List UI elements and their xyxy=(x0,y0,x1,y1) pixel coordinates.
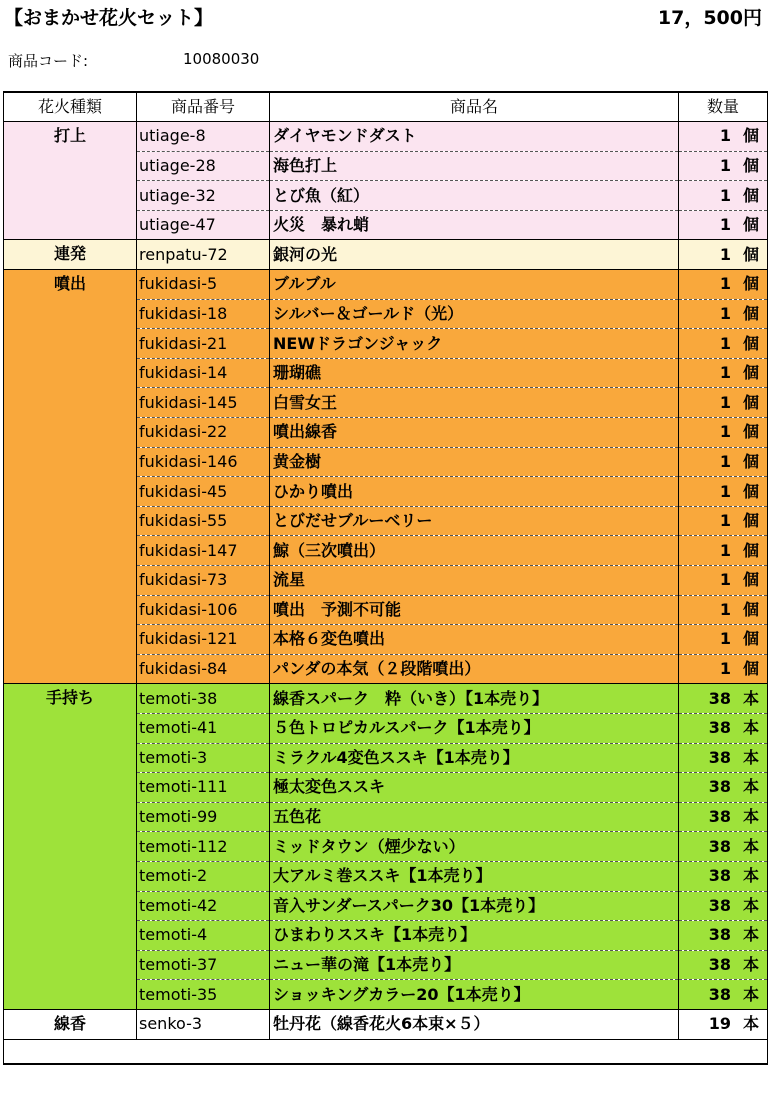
quantity-value: 1 xyxy=(719,215,731,235)
quantity-cell xyxy=(679,477,768,507)
quantity-value: 1 xyxy=(719,570,731,590)
quantity-unit: 個 xyxy=(742,303,759,323)
quantity-value: 1 xyxy=(719,303,731,323)
quantity-unit: 個 xyxy=(742,363,759,383)
empty-row xyxy=(4,1039,768,1064)
product-number-cell: fukidasi-147 xyxy=(137,536,270,566)
quantity-unit: 個 xyxy=(742,185,759,205)
product-name-cell: ブルブル xyxy=(270,270,679,300)
product-number-cell: fukidasi-5 xyxy=(137,270,270,300)
product-name-cell: 銀河の光 xyxy=(270,240,679,270)
column-header-code: 商品番号 xyxy=(137,92,270,122)
quantity-cell xyxy=(679,1009,768,1039)
product-name-cell: NEWドラゴンジャック xyxy=(270,329,679,359)
quantity-cell xyxy=(679,921,768,951)
quantity-value: 1 xyxy=(719,363,731,383)
product-name-cell: とび魚（紅） xyxy=(270,181,679,211)
quantity-unit: 個 xyxy=(742,333,759,353)
quantity-cell xyxy=(679,713,768,743)
product-number-cell: fukidasi-22 xyxy=(137,418,270,448)
product-number-cell: fukidasi-84 xyxy=(137,654,270,684)
quantity-cell xyxy=(679,270,768,300)
product-number-cell: fukidasi-55 xyxy=(137,506,270,536)
quantity-cell xyxy=(679,240,768,270)
quantity-value: 1 xyxy=(719,451,731,471)
category-cell xyxy=(4,240,137,270)
product-number-cell: temoti-3 xyxy=(137,743,270,773)
quantity-cell xyxy=(679,447,768,477)
quantity-value: 38 xyxy=(708,866,731,886)
product-name-cell: 鯨（三次噴出） xyxy=(270,536,679,566)
product-name-cell: ニュー華の滝【1本売り】 xyxy=(270,950,679,980)
product-number-cell: utiage-8 xyxy=(137,122,270,152)
set-title: 【おまかせ花火セット】 xyxy=(4,7,214,29)
product-number-cell: utiage-32 xyxy=(137,181,270,211)
quantity-unit: 本 xyxy=(742,807,759,827)
empty-cell xyxy=(679,1039,768,1064)
product-number-cell: temoti-99 xyxy=(137,802,270,832)
empty-cell xyxy=(4,1039,137,1064)
quantity-value: 38 xyxy=(708,718,731,738)
quantity-cell xyxy=(679,122,768,152)
quantity-value: 1 xyxy=(719,599,731,619)
quantity-value: 38 xyxy=(708,777,731,797)
product-number-cell: temoti-112 xyxy=(137,832,270,862)
product-name-cell: 噴出線香 xyxy=(270,418,679,448)
product-name-cell: ショッキングカラー20【1本売り】 xyxy=(270,980,679,1010)
product-name-cell: 海色打上 xyxy=(270,151,679,181)
product-name-cell: ひかり噴出 xyxy=(270,477,679,507)
product-number-cell: fukidasi-146 xyxy=(137,447,270,477)
table-row xyxy=(4,1009,768,1039)
table-row xyxy=(4,240,768,270)
product-number-cell: fukidasi-145 xyxy=(137,388,270,418)
category-cell xyxy=(4,122,137,240)
quantity-value: 38 xyxy=(708,836,731,856)
empty-cell xyxy=(270,1039,679,1064)
table-row xyxy=(4,684,768,714)
quantity-unit: 本 xyxy=(742,925,759,945)
product-name-cell: 極太変色ススキ xyxy=(270,773,679,803)
quantity-unit: 個 xyxy=(742,155,759,175)
category-label: 手持ち xyxy=(45,688,94,708)
quantity-unit: 個 xyxy=(742,540,759,560)
product-number-cell: temoti-2 xyxy=(137,861,270,891)
quantity-value: 38 xyxy=(708,925,731,945)
table-header-row xyxy=(4,92,768,122)
quantity-cell xyxy=(679,684,768,714)
product-number-cell: utiage-47 xyxy=(137,210,270,240)
table-row xyxy=(4,122,768,152)
quantity-cell xyxy=(679,210,768,240)
category-cell xyxy=(4,684,137,1010)
product-number-cell: fukidasi-121 xyxy=(137,625,270,655)
quantity-unit: 個 xyxy=(742,215,759,235)
product-number-cell: fukidasi-106 xyxy=(137,595,270,625)
quantity-unit: 本 xyxy=(742,836,759,856)
product-name-cell: シルバー＆ゴールド（光） xyxy=(270,299,679,329)
quantity-cell xyxy=(679,861,768,891)
product-number-cell: temoti-38 xyxy=(137,684,270,714)
product-name-cell: 本格６変色噴出 xyxy=(270,625,679,655)
quantity-value: 1 xyxy=(719,185,731,205)
product-code-value: 10080030 xyxy=(183,50,260,68)
quantity-unit: 本 xyxy=(742,866,759,886)
product-number-cell: fukidasi-45 xyxy=(137,477,270,507)
product-number-cell: temoti-35 xyxy=(137,980,270,1010)
product-number-cell: temoti-42 xyxy=(137,891,270,921)
product-name-cell: 黄金樹 xyxy=(270,447,679,477)
quantity-unit: 個 xyxy=(742,244,759,264)
quantity-cell xyxy=(679,181,768,211)
quantity-value: 1 xyxy=(719,155,731,175)
items-body xyxy=(4,122,768,1064)
product-name-cell: パンダの本気（２段階噴出） xyxy=(270,654,679,684)
quantity-value: 1 xyxy=(719,274,731,294)
quantity-value: 38 xyxy=(708,807,731,827)
product-name-cell: 線香スパーク 粋（いき）【1本売り】 xyxy=(270,684,679,714)
quantity-cell xyxy=(679,802,768,832)
empty-cell xyxy=(137,1039,270,1064)
quantity-cell xyxy=(679,832,768,862)
quantity-cell xyxy=(679,418,768,448)
quantity-unit: 本 xyxy=(742,955,759,975)
quantity-cell xyxy=(679,625,768,655)
quantity-cell xyxy=(679,773,768,803)
quantity-value: 1 xyxy=(719,511,731,531)
quantity-value: 1 xyxy=(719,481,731,501)
quantity-value: 1 xyxy=(719,540,731,560)
quantity-value: 38 xyxy=(708,984,731,1004)
category-label: 線香 xyxy=(53,1013,86,1033)
quantity-unit: 個 xyxy=(742,392,759,412)
quantity-unit: 個 xyxy=(742,481,759,501)
product-number-cell: temoti-41 xyxy=(137,713,270,743)
product-name-cell: 流星 xyxy=(270,566,679,596)
quantity-cell xyxy=(679,506,768,536)
quantity-unit: 個 xyxy=(742,274,759,294)
product-number-cell: temoti-4 xyxy=(137,921,270,951)
product-name-cell: ミラクル4変色ススキ【1本売り】 xyxy=(270,743,679,773)
quantity-cell xyxy=(679,595,768,625)
category-label: 噴出 xyxy=(53,274,86,294)
quantity-value: 38 xyxy=(708,688,731,708)
category-cell xyxy=(4,270,137,684)
product-name-cell: 噴出 予測不可能 xyxy=(270,595,679,625)
quantity-value: 1 xyxy=(719,629,731,649)
column-header-name: 商品名 xyxy=(270,92,679,122)
quantity-unit: 本 xyxy=(742,718,759,738)
quantity-cell xyxy=(679,891,768,921)
product-number-cell: fukidasi-18 xyxy=(137,299,270,329)
quantity-unit: 本 xyxy=(742,1014,759,1034)
column-header-type: 花火種類 xyxy=(4,92,137,122)
quantity-unit: 個 xyxy=(742,659,759,679)
quantity-value: 38 xyxy=(708,955,731,975)
product-name-cell: 五色花 xyxy=(270,802,679,832)
quantity-unit: 本 xyxy=(742,984,759,1004)
quantity-value: 1 xyxy=(719,392,731,412)
product-name-cell: 火災 暴れ蛸 xyxy=(270,210,679,240)
quantity-unit: 本 xyxy=(742,895,759,915)
quantity-cell xyxy=(679,743,768,773)
quantity-cell xyxy=(679,358,768,388)
quantity-unit: 本 xyxy=(742,747,759,767)
quantity-unit: 個 xyxy=(742,511,759,531)
product-name-cell: 音入サンダースパーク30【1本売り】 xyxy=(270,891,679,921)
product-number-cell: temoti-37 xyxy=(137,950,270,980)
quantity-value: 38 xyxy=(708,747,731,767)
quantity-value: 38 xyxy=(708,895,731,915)
quantity-value: 1 xyxy=(719,333,731,353)
quantity-value: 19 xyxy=(708,1014,731,1034)
items-table xyxy=(3,91,768,1065)
quantity-cell xyxy=(679,329,768,359)
product-name-cell: ひまわりススキ【1本売り】 xyxy=(270,921,679,951)
quantity-value: 1 xyxy=(719,244,731,264)
quantity-unit: 個 xyxy=(742,451,759,471)
quantity-unit: 個 xyxy=(742,599,759,619)
quantity-cell xyxy=(679,980,768,1010)
product-code-label: 商品コード: xyxy=(8,52,89,70)
quantity-value: 1 xyxy=(719,659,731,679)
product-number-cell: utiage-28 xyxy=(137,151,270,181)
product-name-cell: とびだせブルーベリー xyxy=(270,506,679,536)
quantity-cell xyxy=(679,950,768,980)
category-label: 連発 xyxy=(53,244,86,264)
product-number-cell: fukidasi-73 xyxy=(137,566,270,596)
product-name-cell: ダイヤモンドダスト xyxy=(270,122,679,152)
quantity-cell xyxy=(679,566,768,596)
product-name-cell: 珊瑚礁 xyxy=(270,358,679,388)
quantity-unit: 本 xyxy=(742,688,759,708)
quantity-cell xyxy=(679,299,768,329)
product-name-cell: ５色トロピカルスパーク【1本売り】 xyxy=(270,713,679,743)
product-number-cell: senko-3 xyxy=(137,1009,270,1039)
quantity-cell xyxy=(679,151,768,181)
product-name-cell: 大アルミ巻ススキ【1本売り】 xyxy=(270,861,679,891)
quantity-value: 1 xyxy=(719,422,731,442)
quantity-cell xyxy=(679,654,768,684)
quantity-unit: 本 xyxy=(742,777,759,797)
quantity-unit: 個 xyxy=(742,570,759,590)
product-name-cell: ミッドタウン（煙少ない） xyxy=(270,832,679,862)
product-name-cell: 白雪女王 xyxy=(270,388,679,418)
column-header-qty: 数量 xyxy=(679,92,768,122)
quantity-cell xyxy=(679,388,768,418)
quantity-unit: 個 xyxy=(742,126,759,146)
quantity-unit: 個 xyxy=(742,629,759,649)
quantity-value: 1 xyxy=(719,126,731,146)
set-price: 17，500円 xyxy=(657,7,762,29)
category-cell xyxy=(4,1009,137,1039)
quantity-unit: 個 xyxy=(742,422,759,442)
quantity-cell xyxy=(679,536,768,566)
product-number-cell: fukidasi-21 xyxy=(137,329,270,359)
table-row xyxy=(4,270,768,300)
category-label: 打上 xyxy=(53,126,86,146)
product-number-cell: renpatu-72 xyxy=(137,240,270,270)
product-number-cell: temoti-111 xyxy=(137,773,270,803)
product-number-cell: fukidasi-14 xyxy=(137,358,270,388)
product-name-cell: 牡丹花（線香花火6本束×５） xyxy=(270,1009,679,1039)
